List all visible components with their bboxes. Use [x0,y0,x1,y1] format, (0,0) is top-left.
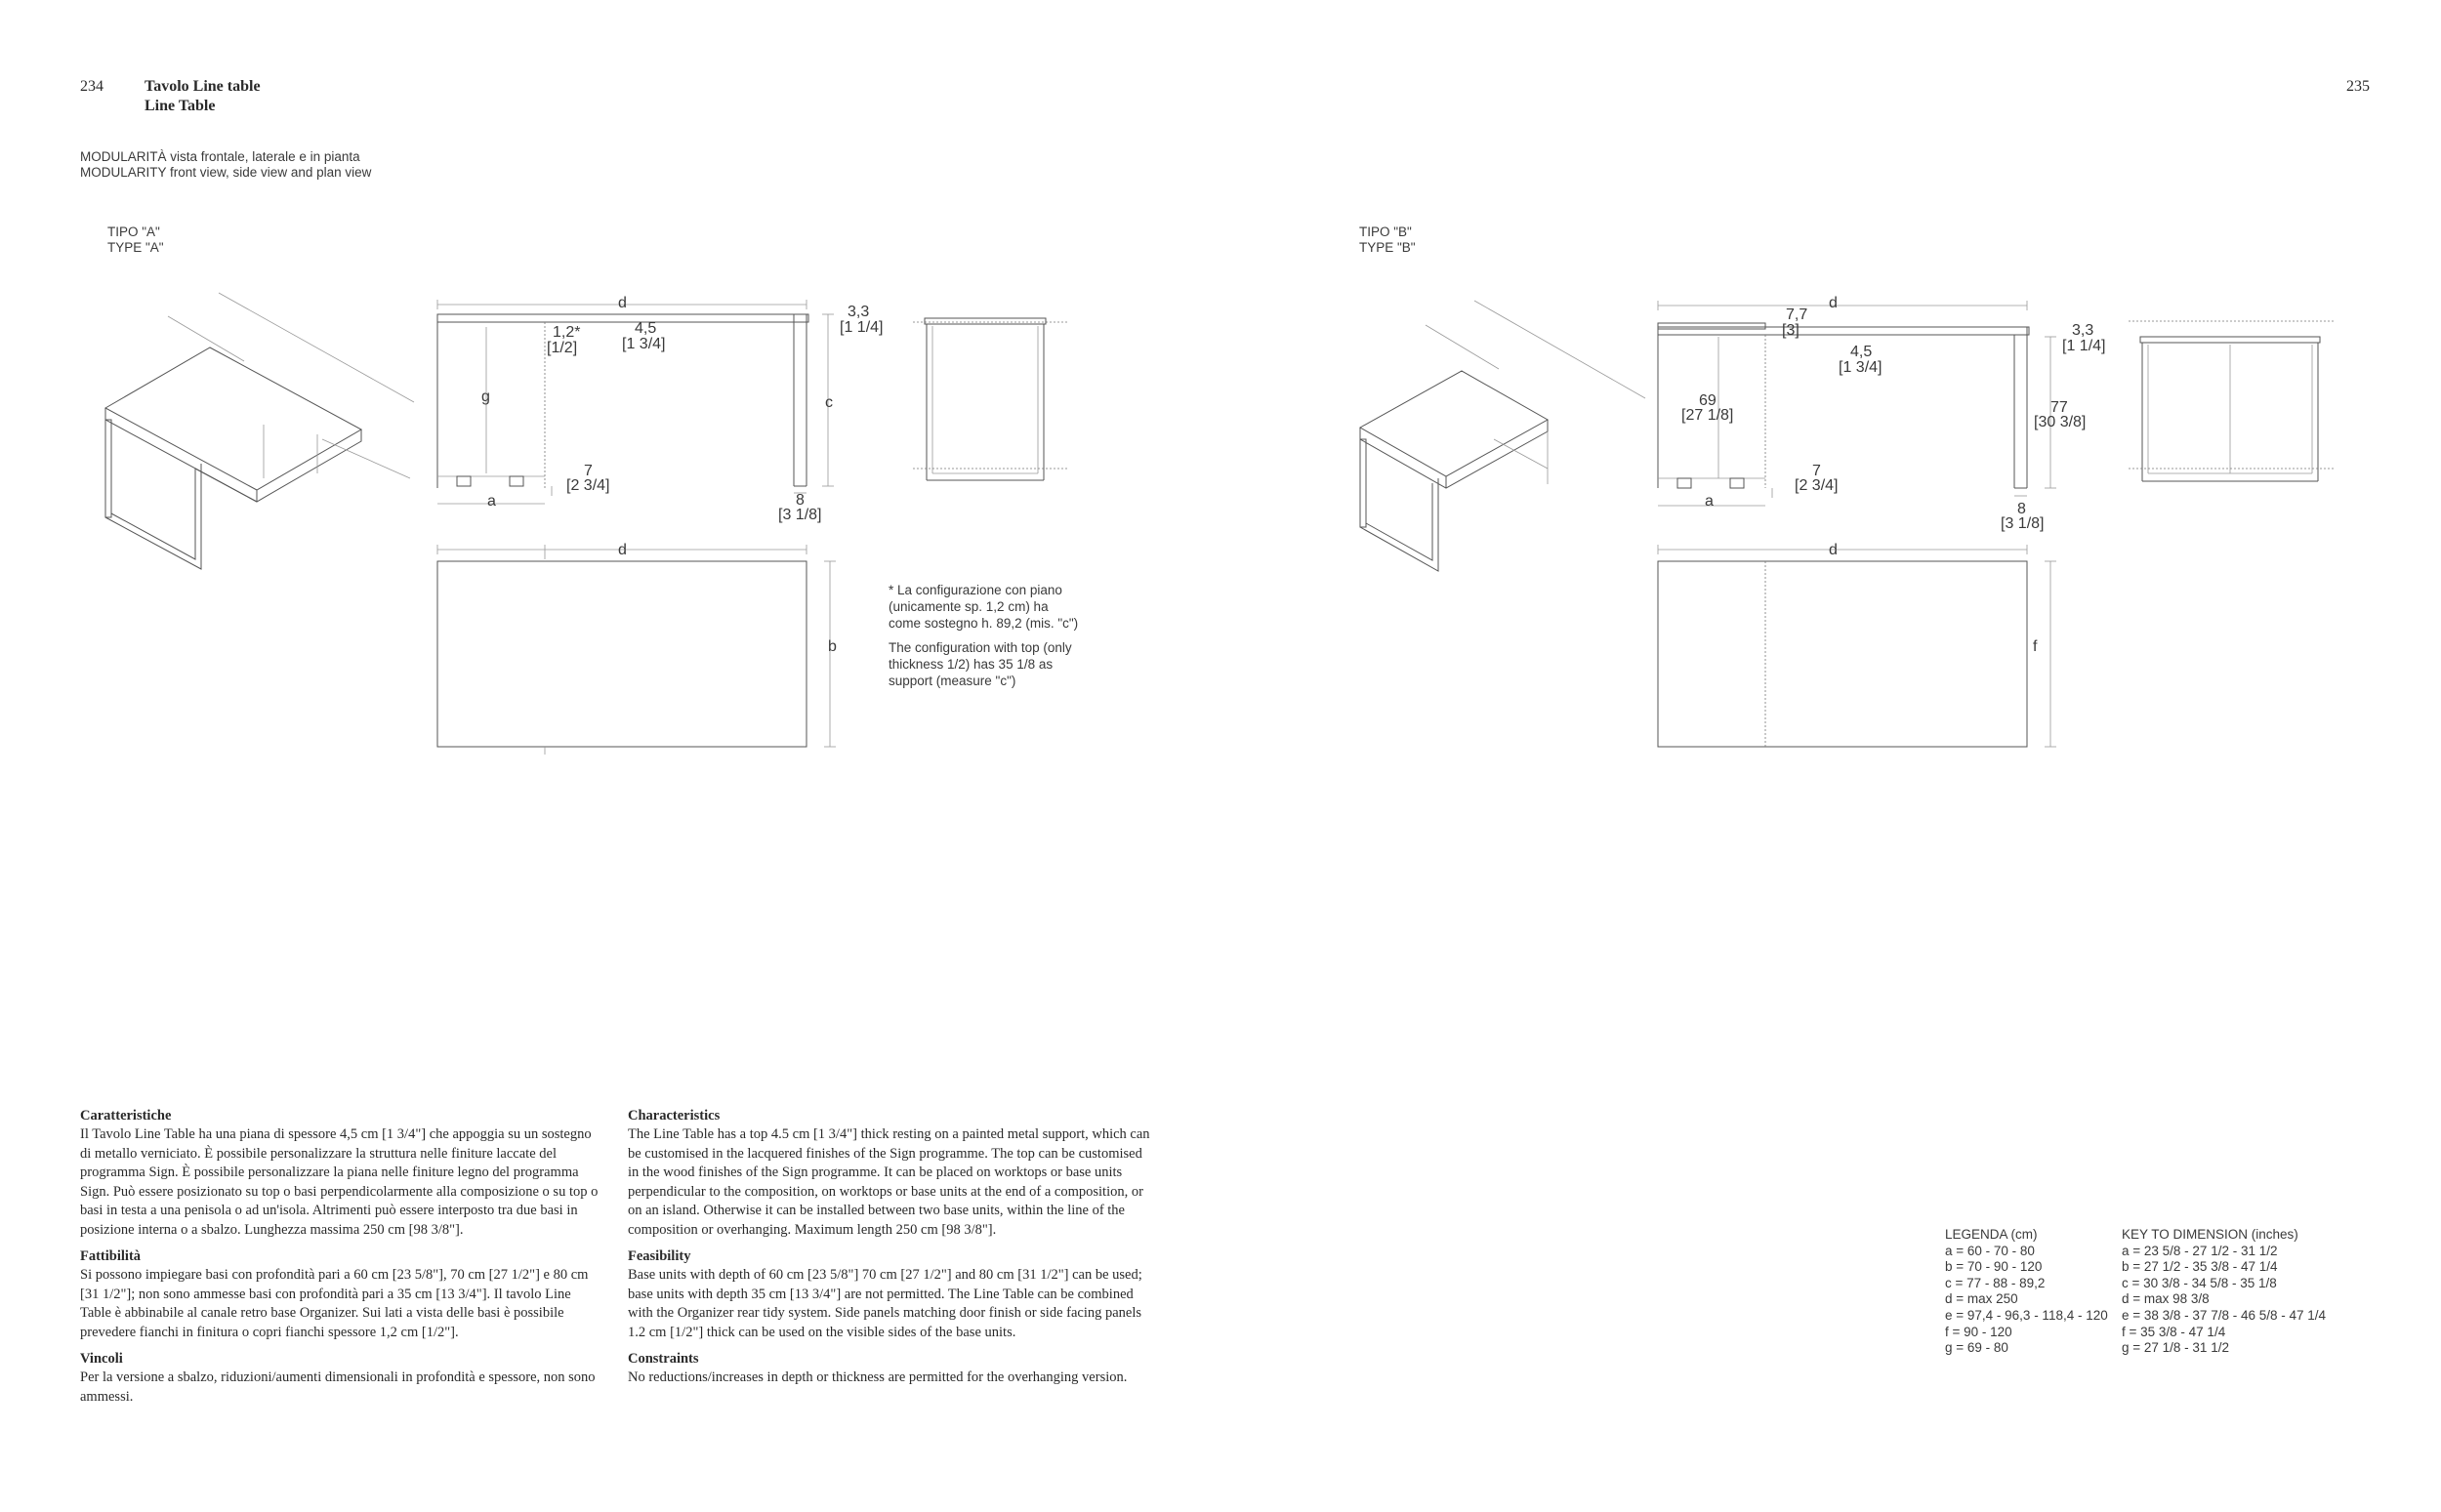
type-a-dim-b: b [828,638,837,655]
type-b-isometric-drawing [1352,293,1675,556]
type-a-isometric-drawing [98,283,420,556]
en-body-constraints: No reductions/increases in depth or thickness are permitted for the overhanging version. [628,1369,1128,1385]
en-heading-characteristics: Characteristics [628,1108,721,1124]
it-heading-characteristics: Caratteristiche [80,1108,172,1124]
type-a-footnote-en: The configuration with top (only thickness 1/2) has 35 1/8 as support (measure "c") [889,640,1072,688]
type-b-dim-h69-in: [27 1/8] [1681,407,1734,424]
it-heading-feasibility: Fattibilità [80,1248,142,1264]
type-b-dim-a: a [1705,493,1714,510]
type-a-footnote [889,582,1084,689]
type-a-footnote-it: * La configurazione con piano (unicamente sp. 1,2 cm) ha come sostegno h. 89,2 (mis. "c") [889,583,1079,631]
legend-in-row: a = 23 5/8 - 27 1/2 - 31 1/2 [2122,1243,2278,1258]
type-a-front-view [430,293,889,527]
type-a-dim-g: g [481,388,490,405]
legend-cm-row: e = 97,4 - 96,3 - 118,4 - 120 [1945,1307,2108,1323]
legend-in-row: f = 35 3/8 - 47 1/4 [2122,1324,2226,1339]
type-b-label-it: TIPO "B" [1359,225,1412,239]
legend-cm-row: g = 69 - 80 [1945,1340,2008,1356]
type-a-label-it: TIPO "A" [107,225,160,239]
type-a-dim-frame-in: [1 3/4] [622,336,666,352]
type-b-dim-eight-in: [3 1/8] [2001,515,2045,532]
type-b-label-en: TYPE "B" [1359,240,1416,255]
type-b-dim-d-top: d [1829,295,1838,311]
en-heading-constraints: Constraints [628,1351,699,1367]
legend-in-row: g = 27 1/8 - 31 1/2 [2122,1340,2229,1356]
type-a-dim-top-thickness-in: [1 1/4] [840,319,884,336]
type-b-plan-view [1650,542,2070,756]
title-italian: Tavolo Line table [145,78,261,95]
text-column-english [628,1107,1150,1396]
type-b-dim-frame-in: [1 3/4] [1839,359,1882,376]
type-a-dim-top-thickness: 3,3 [848,304,870,320]
en-body-characteristics: The Line Table has a top 4.5 cm [1 3/4"] thick resting on a painted metal support, which can be customised in the lacquered finishes of the Sign programme. The top can be customised in the wood finishes of the Sign programme. It can be placed on worktops or base units perpendicular to the composition, on worktops or base units at the end of a composition, or on an island. Otherwise it can be installed between two base units, within the line of the composition or overhanging. Maximum length 250 cm [98 3/8"]. [628,1126,1150,1238]
type-a-label-en: TYPE "A" [107,240,164,255]
type-b-dim-h77-in: [30 3/8] [2034,414,2087,430]
legend-cm-row: b = 70 - 90 - 120 [1945,1259,2043,1275]
page-number-right: 235 [2346,78,2370,95]
legend-cm-row: a = 60 - 70 - 80 [1945,1243,2035,1258]
en-heading-feasibility: Feasibility [628,1248,691,1264]
type-b-dim-seven-in: [2 3/4] [1795,477,1839,494]
type-b-dim-top77-in: [3] [1782,322,1800,339]
legend-inches [2122,1227,2326,1357]
modularity-caption [80,149,371,181]
type-b-dim-eight: 8 [2017,501,2026,517]
legend-cm [1945,1227,2108,1357]
type-b-dim-d-plan: d [1829,542,1838,558]
type-a-side-view [913,312,1069,488]
text-column-italian [80,1107,602,1414]
type-a-dim-eight-in: [3 1/8] [778,507,822,523]
type-a-dim-eight: 8 [796,492,805,509]
it-body-characteristics: Il Tavolo Line Table ha una piana di spessore 4,5 cm [1 3/4"] che appoggia su un sostegno di metallo verniciato. È possibile personalizzare la struttura nelle finiture laccate del programma Sign. È possibile personalizzare la piana nelle finiture legno del programma Sign. Può essere posizionato su top o basi perpendicolarmente alla composizione o su top o basi in testa a una penisola o ad un'isola. Altrimenti può essere interposto tra due basi in posizione interna o a sbalzo. Lunghezza massima 250 cm [98 3/8"]. [80,1126,599,1238]
en-body-feasibility: Base units with depth of 60 cm [23 5/8"] 70 cm [27 1/2"] and 80 cm [31 1/2"] can be used; base units with depth 35 cm [13 3/4"] are not permitted. The Line Table can be combined with the Organizer rear tidy system. Side panels matching door finish or side facing panels 1.2 cm [1/2"] thick can be used on the visible sides of the base units. [628,1267,1142,1340]
modularity-italian: MODULARITÀ vista frontale, laterale e in pianta [80,149,360,164]
type-b-dim-f: f [2033,638,2038,655]
legend-in-title: KEY TO DIMENSION (inches) [2122,1227,2298,1242]
type-a-dim-star-in: [1/2] [547,340,578,356]
type-a-dim-d-plan: d [618,542,627,558]
type-b-dim-h69: 69 [1699,392,1717,409]
title-english: Line Table [145,98,216,114]
legend-in-row: c = 30 3/8 - 34 5/8 - 35 1/8 [2122,1275,2277,1290]
type-a-dim-star: 1,2* [553,324,581,341]
it-body-feasibility: Si possono impiegare basi con profondità pari a 60 cm [23 5/8"], 70 cm [27 1/2"] e 80 cm [31 1/2"]; non sono ammesse basi con profondità pari a 35 cm [13 3/4"]. Il tavolo Line Table è abbinabile al canale retro base Organizer. Sui lati a vista delle basi è possibile prevedere fianchi in finitura o copri fianchi spessore 1,2 cm [1/2"]. [80,1267,589,1340]
type-b-dim-thickness-in: [1 1/4] [2062,338,2106,354]
type-b-dim-thickness: 3,3 [2072,322,2094,339]
legend-cm-title: LEGENDA (cm) [1945,1227,2038,1242]
legend-in-row: e = 38 3/8 - 37 7/8 - 46 5/8 - 47 1/4 [2122,1307,2327,1323]
legend-cm-row: d = max 250 [1945,1291,2018,1307]
legend-cm-row: f = 90 - 120 [1945,1324,2012,1339]
type-a-dim-a: a [487,493,496,510]
page-title [145,77,261,116]
type-b-label [1359,225,1416,256]
type-a-dim-c: c [825,394,833,411]
page-number-left: 234 [80,78,103,95]
type-a-dim-seven: 7 [584,463,593,479]
type-b-side-view [2129,317,2334,493]
type-a-dim-seven-in: [2 3/4] [566,477,610,494]
type-a-plan-view [430,542,840,756]
it-body-constraints: Per la versione a sbalzo, riduzioni/aumenti dimensionali in profondità e spessore, non sono ammessi. [80,1369,596,1405]
type-a-label [107,225,164,256]
type-a-dim-frame: 4,5 [635,320,657,337]
legend-in-row: b = 27 1/2 - 35 3/8 - 47 1/4 [2122,1259,2278,1275]
type-b-dim-seven: 7 [1812,463,1821,479]
type-b-dim-frame: 4,5 [1850,344,1873,360]
legend-cm-row: c = 77 - 88 - 89,2 [1945,1275,2046,1290]
legend-in-row: d = max 98 3/8 [2122,1291,2210,1307]
type-b-dim-top77: 7,7 [1786,306,1808,323]
type-b-dim-h77: 77 [2050,399,2068,416]
type-a-dim-d-top: d [618,295,627,311]
it-heading-constraints: Vincoli [80,1351,123,1367]
modularity-english: MODULARITY front view, side view and plan view [80,165,372,180]
